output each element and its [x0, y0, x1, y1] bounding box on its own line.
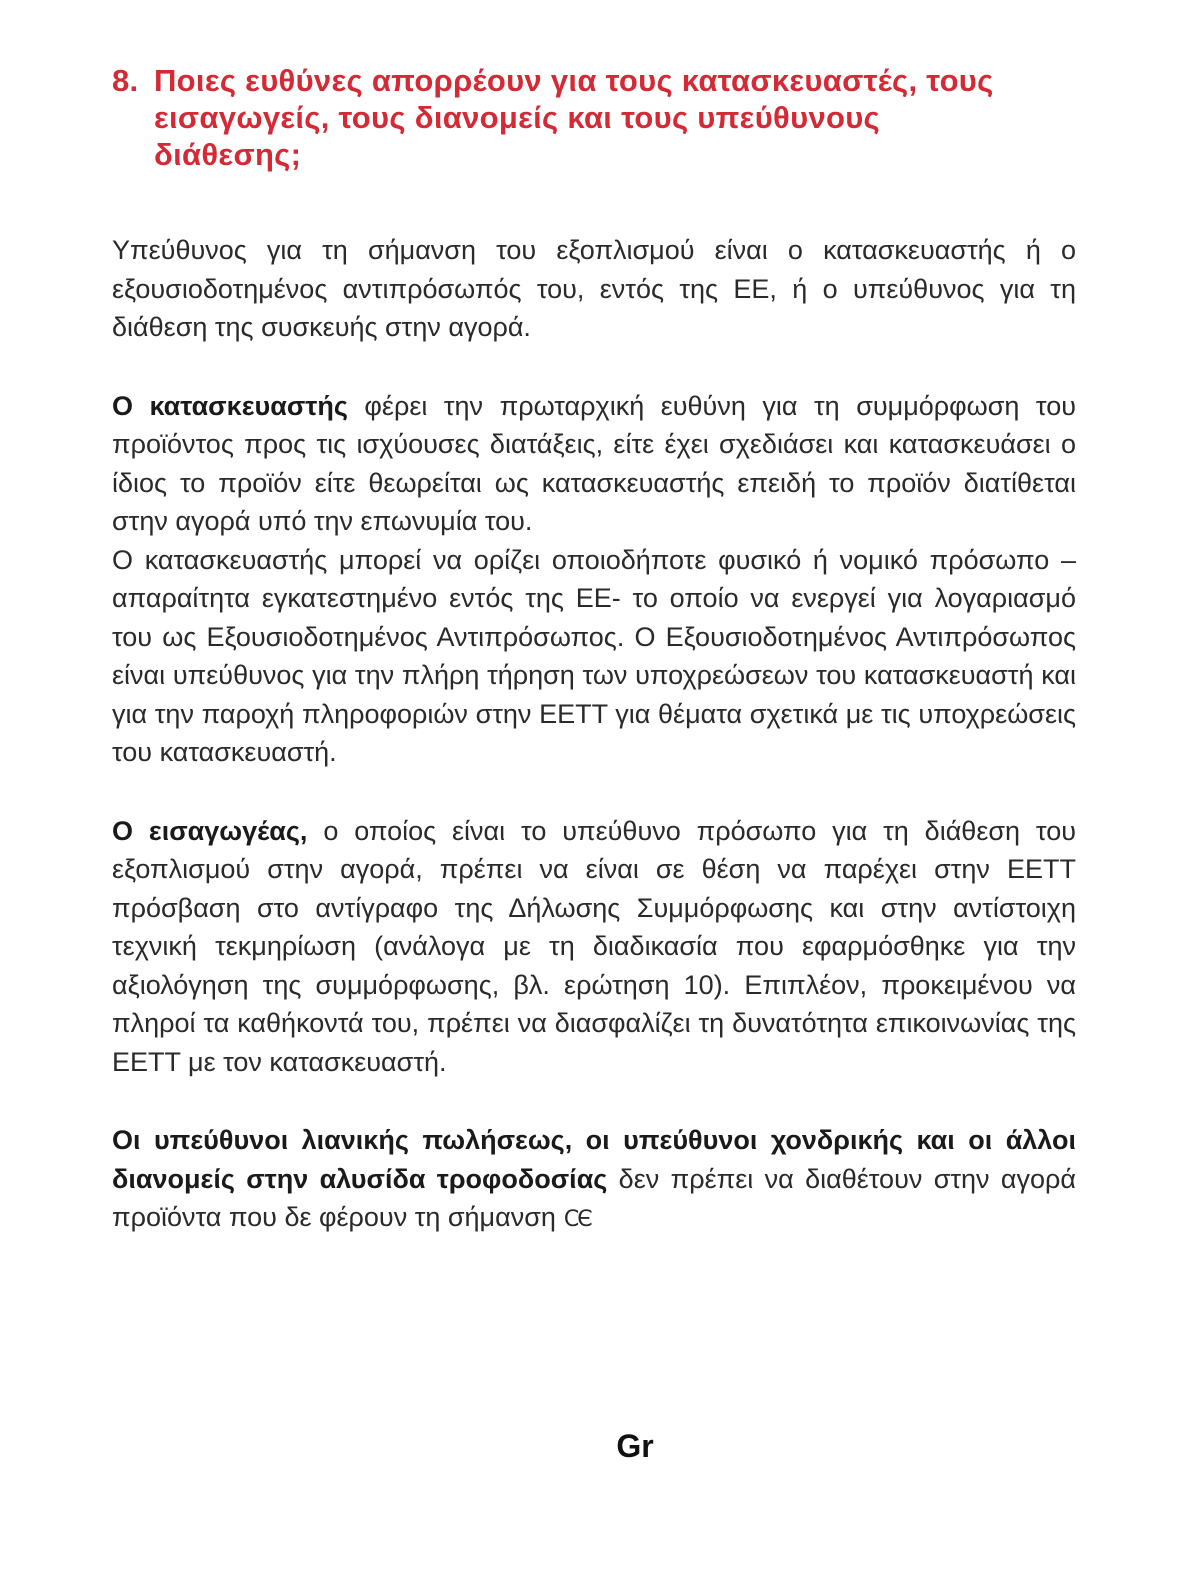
section-heading [112, 62, 1076, 173]
distributors-text: δεν πρέπει να διαθέτουν στην αγορά προϊόντα που δε φέρουν τη σήμανση [112, 1163, 1076, 1232]
manufacturer-text: φέρει την πρωταρχική ευθύνη για τη συμμόρφωση του προϊόντος προς τις ισχύουσες διατάξεις, είτε έχει σχεδιάσει και κατασκευάσει ο ίδιος το προϊόν είτε θεωρείται ως κατασκευαστής επειδή το προϊόν διατίθεται στην αγορά υπό την επωνυμία του. [112, 390, 1076, 536]
paragraph-manufacturer [112, 387, 1076, 541]
importer-term: Ο εισαγωγέας, [112, 815, 308, 846]
paragraph-authorised-representative: Ο κατασκευαστής μπορεί να ορίζει οποιοδήποτε φυσικό ή νομικό πρόσωπο –απαραίτητα εγκατεστημένο εντός της ΕΕ- το οποίο να ενεργεί για λογαριασμό του ως Εξουσιοδοτημένος Αντιπρόσωπος. Ο Εξουσιοδοτημένος Αντιπρόσωπος είναι υπεύθυνος για την πλήρη τήρηση των υποχρεώσεων του κατασκευαστή και για την παροχή πληροφοριών στην ΕΕΤΤ για θέματα σχετικά με τις υποχρεώσεις του κατασκευαστή. [112, 544, 1076, 767]
distributors-term: Οι υπεύθυνοι λιανικής πωλήσεως, οι υπεύθυνοι χονδρικής και οι άλλοι διανομείς στην αλυσίδα τροφοδοσίας [112, 1125, 1076, 1194]
section-title: Ποιες ευθύνες απορρέουν για τους κατασκευαστές, τους εισαγωγείς, τους διανομείς και τους υπεύθυνους διάθεσης; [154, 63, 994, 172]
paragraph-distributors [112, 1121, 1076, 1240]
paragraph-gap [112, 347, 1076, 387]
paragraph-importer [112, 812, 1076, 1082]
importer-text: ο οποίος είναι το υπεύθυνο πρόσωπο για τη διάθεση του εξοπλισμού στην αγορά, πρέπει να είναι σε θέση να παρέχει στην ΕΕΤΤ πρόσβαση στο αντίγραφο της Δήλωσης Συμμόρφωσης και στην αντίστοιχη τεχνική τεκμηρίωση (ανάλογα με τη διαδικασία που εφαρμόσθηκε για την αξιολόγηση της συμμόρφωσης, βλ. ερώτηση 10). Επιπλέον, προκειμένου να πληροί τα καθήκοντά του, πρέπει να διασφαλίζει τη δυνατότητα επικοινωνίας της ΕΕΤΤ με τον κατασκευαστή. [112, 815, 1076, 1077]
paragraph-gap [112, 772, 1076, 812]
section-number: 8. [112, 63, 139, 98]
manufacturer-term: Ο κατασκευαστής [112, 390, 348, 421]
document-page [112, 62, 1076, 1240]
ce-mark-icon: CЄ [563, 1207, 591, 1232]
paragraph-responsibility: Υπεύθυνος για τη σήμανση του εξοπλισμού είναι ο κατασκευαστής ή ο εξουσιοδοτημένος αντιπρόσωπός του, εντός της ΕΕ, ή ο υπεύθυνος για τη διάθεση της συσκευής στην αγορά. [112, 235, 1076, 342]
language-label: Gr [616, 1428, 654, 1464]
paragraph-gap [112, 1081, 1076, 1121]
